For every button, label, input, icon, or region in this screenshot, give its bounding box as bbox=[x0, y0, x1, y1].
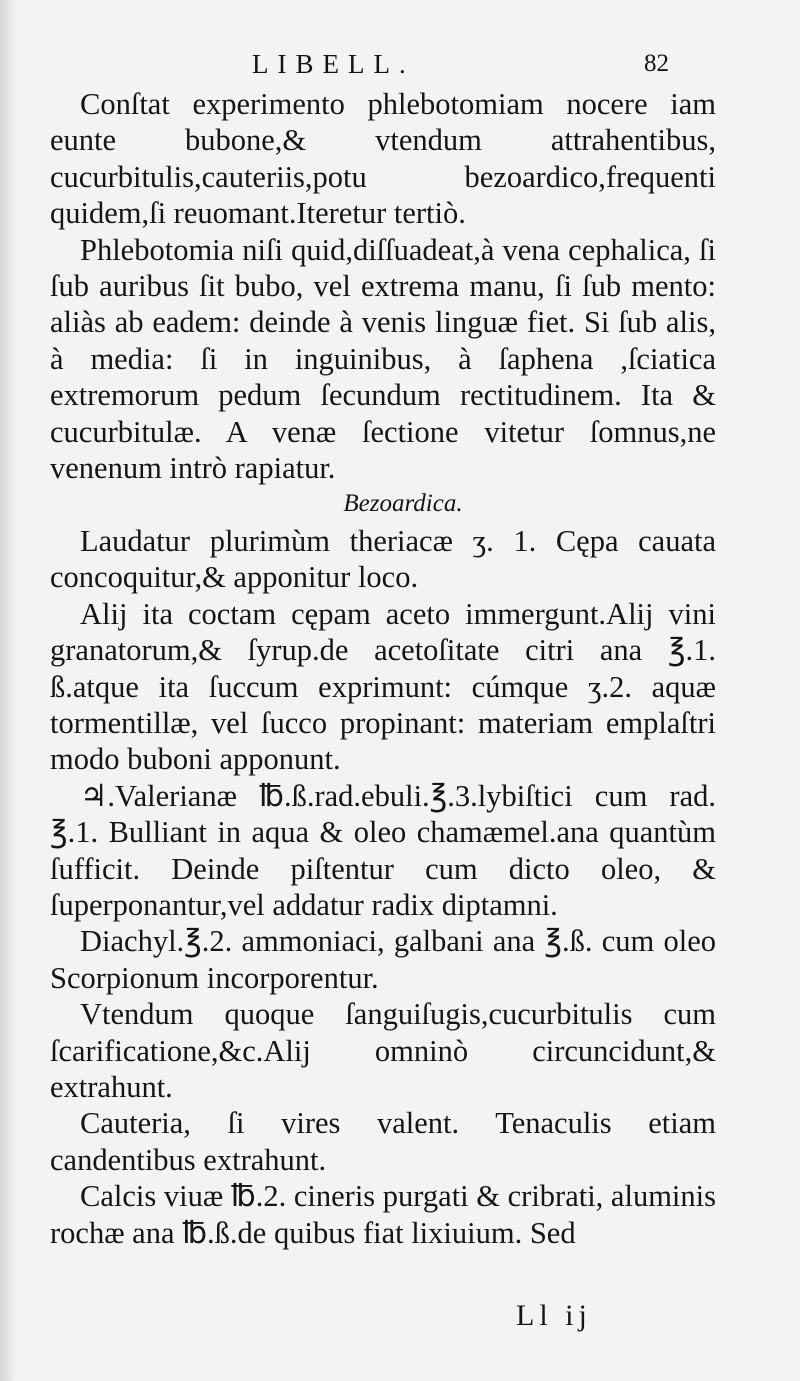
paragraph: Diachyl.℥.2. ammoniaci, galbani ana ℥.ß. cum oleo Scorpionum incorporentur. bbox=[50, 924, 716, 995]
running-head-title: LIBELL. bbox=[252, 49, 415, 79]
running-head bbox=[0, 44, 800, 84]
body-text bbox=[50, 86, 716, 1251]
paragraph: Calcis viuæ ℔.2. cineris purgati & cribrati, aluminis rochæ ana ℔.ß.de quibus fiat lixiuium. Sed bbox=[50, 1179, 716, 1250]
paragraph: Alij ita coctam cępam aceto immergunt.Alij vini granatorum,& ſyrup.de acetoſitate citri ana ℥.1. ß.atque ita ſuccum exprimunt: cúmque ʒ.2. aquæ tormentillæ, vel ſucco propinant: materiam emplaſtri modo buboni apponunt. bbox=[50, 596, 716, 777]
signature-mark: Ll ij bbox=[516, 1299, 592, 1332]
paragraph: Laudatur plurimùm theriacæ ʒ. 1. Cępa cauata concoquitur,& apponitur loco. bbox=[50, 523, 716, 595]
section-heading: Bezoardica. bbox=[343, 490, 463, 518]
paragraph: Phlebotomia niſi quid,diſſuadeat,à vena cephalica, ſi ſub auribus ſit bubo, vel extrema manu, ſi ſub mento: aliàs ab eadem: deinde à venis linguæ fiet. Si ſub alis, à media: ſi in inguinibus, à ſaphena ,ſciatica extremorum pedum ſecundum rectitudinem. Ita & cucurbitulæ. A venæ ſectione vitetur ſomnus,ne venenum intrò rapiatur. bbox=[50, 232, 716, 486]
paragraph: ♃.Valerianæ ℔.ß.rad.ebuli.℥.3.lybiſtici cum rad. ℥.1. Bulliant in aqua & oleo chamæmel.ana quantùm ſufficit. Deinde piſtentur cum dicto oleo, & ſuperponantur,vel addatur radix diptamni. bbox=[50, 778, 716, 922]
paragraph: Cauteria, ſi vires valent. Tenaculis etiam candentibus extrahunt. bbox=[50, 1106, 716, 1177]
paragraph: Vtendum quoque ſanguiſugis,cucurbitulis cum ſcarificatione,&c.Alij omninò circuncidunt,& extrahunt. bbox=[50, 997, 716, 1104]
paragraph: Conſtat experimento phlebotomiam nocere iam eunte bubone,& vtendum attrahentibus, cucurbitulis,cauteriis,potu bezoardico,frequenti quidem,ſi reuomant.Iteretur tertiò. bbox=[50, 87, 716, 231]
page-edge-shadow bbox=[0, 0, 16, 1381]
page-number: 82 bbox=[644, 50, 669, 77]
